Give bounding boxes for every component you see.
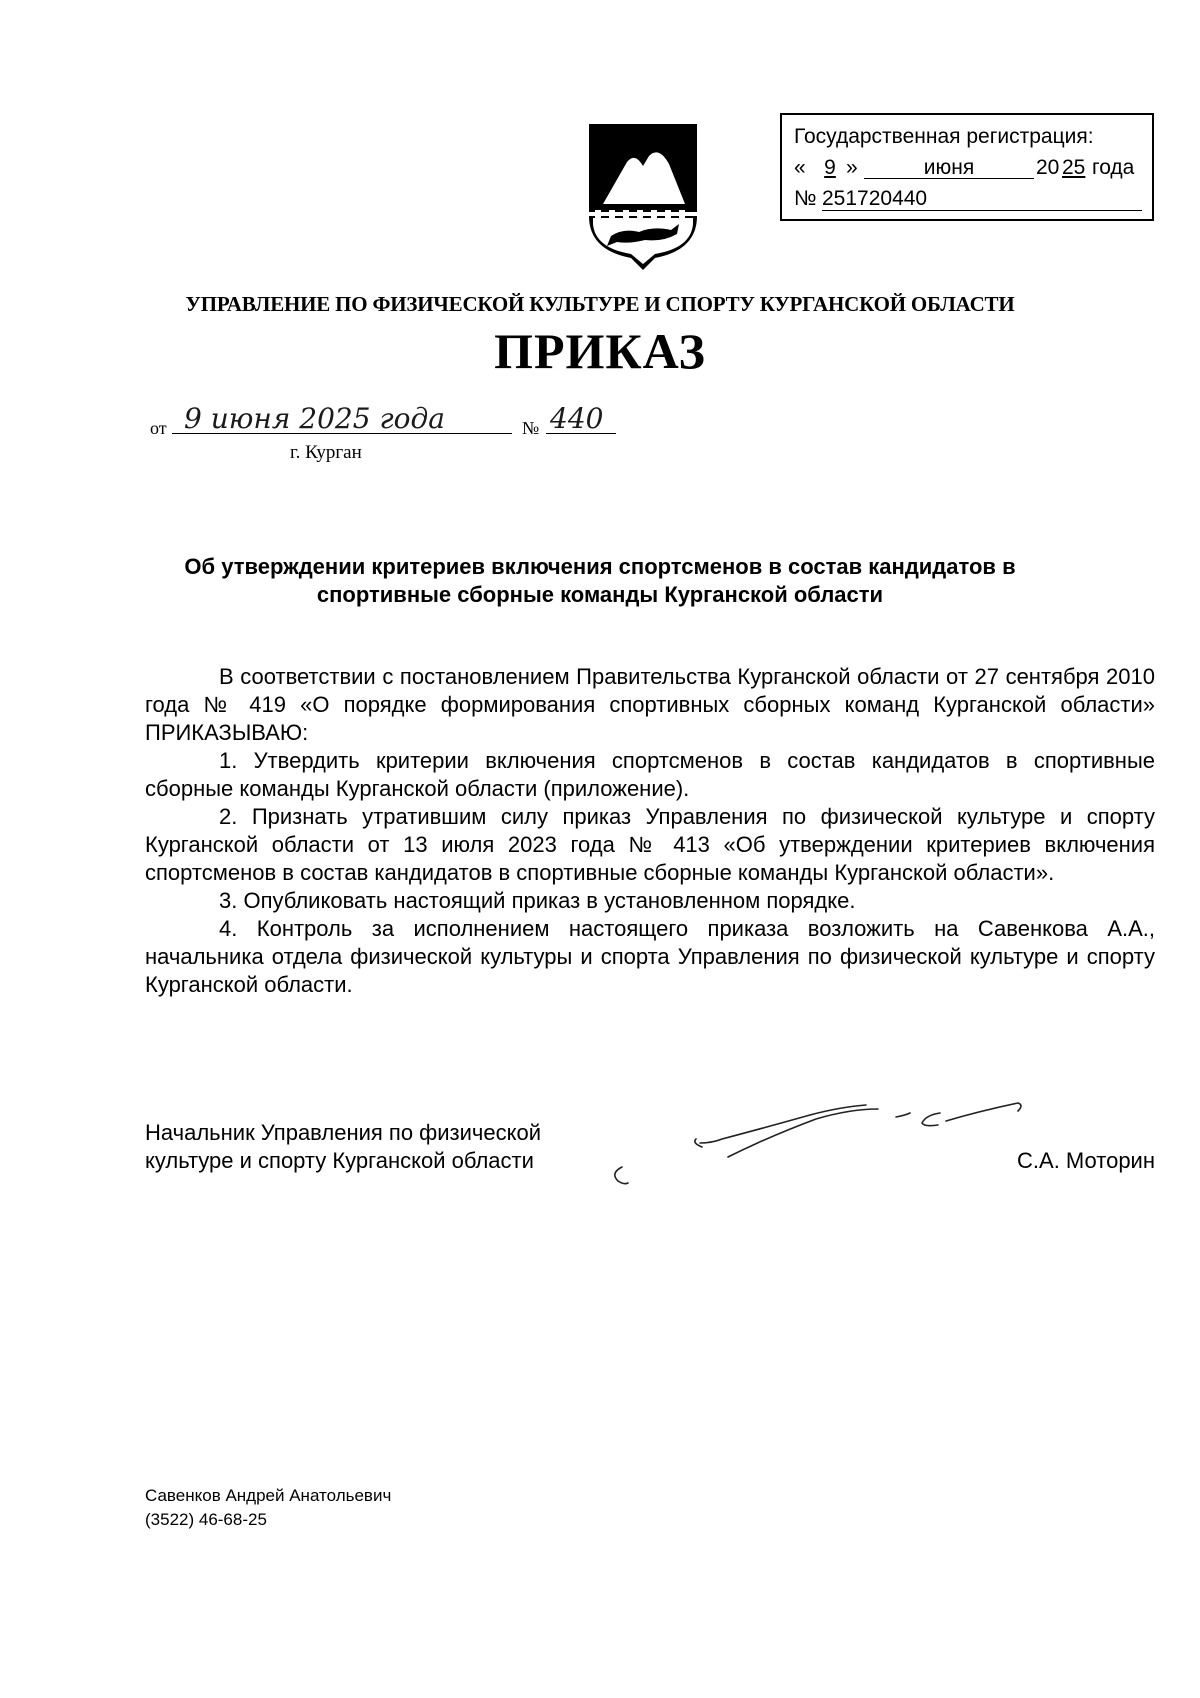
registration-quote-open: «	[794, 156, 806, 179]
registration-number-row	[794, 183, 1142, 214]
registration-month: июня	[864, 152, 1034, 179]
registration-year-prefix: 20	[1036, 156, 1060, 179]
coat-of-arms-emblem	[583, 120, 703, 270]
signatory-name: С.А. Моторин	[1017, 1148, 1155, 1173]
order-number-handwritten: 440	[546, 402, 616, 434]
registration-title: Государственная регистрация:	[794, 125, 1094, 148]
city-name: г. Курган	[290, 442, 362, 463]
order-item-3: 3. Опубликовать настоящий приказ в установленном порядке.	[219, 888, 856, 913]
registration-number: 251720440	[822, 183, 1142, 211]
registration-day: 9	[824, 156, 836, 179]
date-prefix: от	[150, 418, 167, 438]
signatory-position: Начальник Управления по физической культуре и спорту Курганской области	[145, 1120, 542, 1173]
order-preamble: В соответствии с постановлением Правительства Курганской области от 27 сентября 2010 года № 419 «О порядке формирования спортивных сборных команд Курганской области» ПРИКАЗЫВАЮ:	[145, 664, 1155, 745]
order-item-4: 4. Контроль за исполнением настоящего приказа возложить на Савенкова А.А., начальника отдела физической культуры и спорта Управления по физической культуре и спорту Курганской области.	[145, 916, 1155, 997]
document-type-title: ПРИКАЗ	[494, 323, 706, 379]
issuing-authority: УПРАВЛЕНИЕ ПО ФИЗИЧЕСКОЙ КУЛЬТУРЕ И СПОРТУ КУРГАНСКОЙ ОБЛАСТИ	[185, 292, 1015, 316]
registration-year-word: года	[1092, 156, 1135, 179]
registration-year-suffix: 25	[1062, 156, 1086, 179]
order-date-row	[150, 402, 650, 444]
order-body	[145, 663, 1155, 999]
order-date-handwritten: 9 июня 2025 года	[172, 402, 512, 434]
signature-block	[145, 1119, 1155, 1189]
order-item-2: 2. Признать утратившим силу приказ Управления по физической культуре и спорту Курганской области от 13 июля 2023 года № 413 «Об утверждении критериев включения спортсменов в состав кандидатов в спортивные сборные команды Курганской области».	[145, 804, 1155, 885]
registration-stamp	[780, 113, 1154, 221]
order-item-1: 1. Утвердить критерии включения спортсменов в состав кандидатов в спортивные сборные команды Курганской области (приложение).	[145, 748, 1155, 801]
executor-name: Савенков Андрей Анатольевич	[145, 1486, 392, 1505]
registration-quote-close: »	[846, 156, 858, 179]
registration-number-label: №	[794, 187, 817, 210]
order-subject: Об утверждении критериев включения спортсменов в состав кандидатов в спортивные сборные команды Курганской области	[184, 554, 1016, 607]
registration-date	[794, 152, 1142, 183]
executor-phone: (3522) 46-68-25	[145, 1510, 267, 1529]
order-number-label: №	[522, 418, 540, 438]
executor-info	[145, 1484, 391, 1532]
